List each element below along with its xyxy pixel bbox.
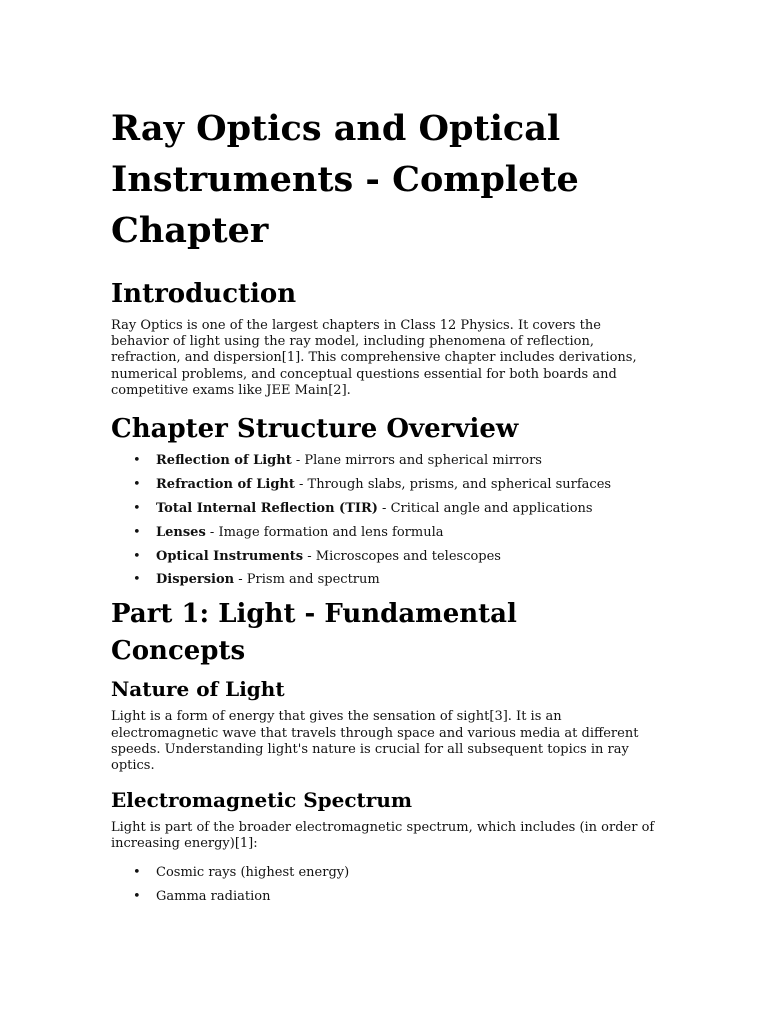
bullet-icon: • [133,453,141,469]
list-item [111,453,659,469]
list-item-text: Cosmic rays (highest energy) [156,864,350,880]
section-heading-introduction: Introduction [111,279,297,309]
list-item-desc: - Through slabs, prisms, and spherical surfaces [294,476,612,492]
list-item-desc: - Plane mirrors and spherical mirrors [291,453,542,469]
list-item [111,889,659,905]
subsection-heading-nature: Nature of Light [111,677,285,702]
list-item-term: Reflection of Light [156,453,292,469]
bullet-icon: • [133,524,141,540]
list-item-text: Gamma radiation [156,888,271,904]
section-heading-part1: Part 1: Light - Fundamental Concepts [111,599,517,667]
list-item-term: Lenses [156,524,206,540]
bullet-icon: • [133,500,141,516]
list-item [111,549,659,565]
nature-paragraph: Light is a form of energy that gives the sensation of sight[3]. It is an electromagnetic wave that travels through space and various media at different speeds. Understanding light's nature is crucial for all subsequent topics in ray optics. [111,709,639,774]
spectrum-paragraph: Light is part of the broader electromagnetic spectrum, which includes (in order of increasing energy)[1]: [111,820,655,852]
list-item-desc: - Critical angle and applications [377,500,593,516]
list-item [111,865,659,881]
section-heading-overview: Chapter Structure Overview [111,414,519,445]
list-item-desc: - Image formation and lens formula [205,524,444,540]
list-item [111,477,659,493]
list-item-term: Refraction of Light [156,476,295,492]
introduction-paragraph: Ray Optics is one of the largest chapters in Class 12 Physics. It covers the behavior of light using the ray model, including phenomena of reflection, refraction, and dispersion[1]. This comprehensive chapter includes derivations, numerical problems, and conceptual questions essential for both boards and competitive exams like JEE Main[2]. [111,318,637,398]
list-item-desc: - Microscopes and telescopes [303,548,501,564]
page-title: Ray Optics and Optical Instruments - Complete Chapter [111,108,579,251]
bullet-icon: • [133,864,141,880]
spectrum-list [111,865,659,905]
list-item-desc: - Prism and spectrum [234,572,380,588]
list-item-term: Optical Instruments [156,548,304,564]
subsection-heading-spectrum: Electromagnetic Spectrum [111,788,413,813]
bullet-icon: • [133,548,141,564]
list-item [111,572,659,588]
document-page [111,103,659,913]
overview-list [111,453,659,588]
list-item-term: Total Internal Reflection (TIR) [156,500,378,516]
list-item [111,501,659,517]
bullet-icon: • [133,476,141,492]
list-item [111,525,659,541]
list-item-term: Dispersion [156,572,235,588]
bullet-icon: • [133,572,141,588]
bullet-icon: • [133,888,141,904]
